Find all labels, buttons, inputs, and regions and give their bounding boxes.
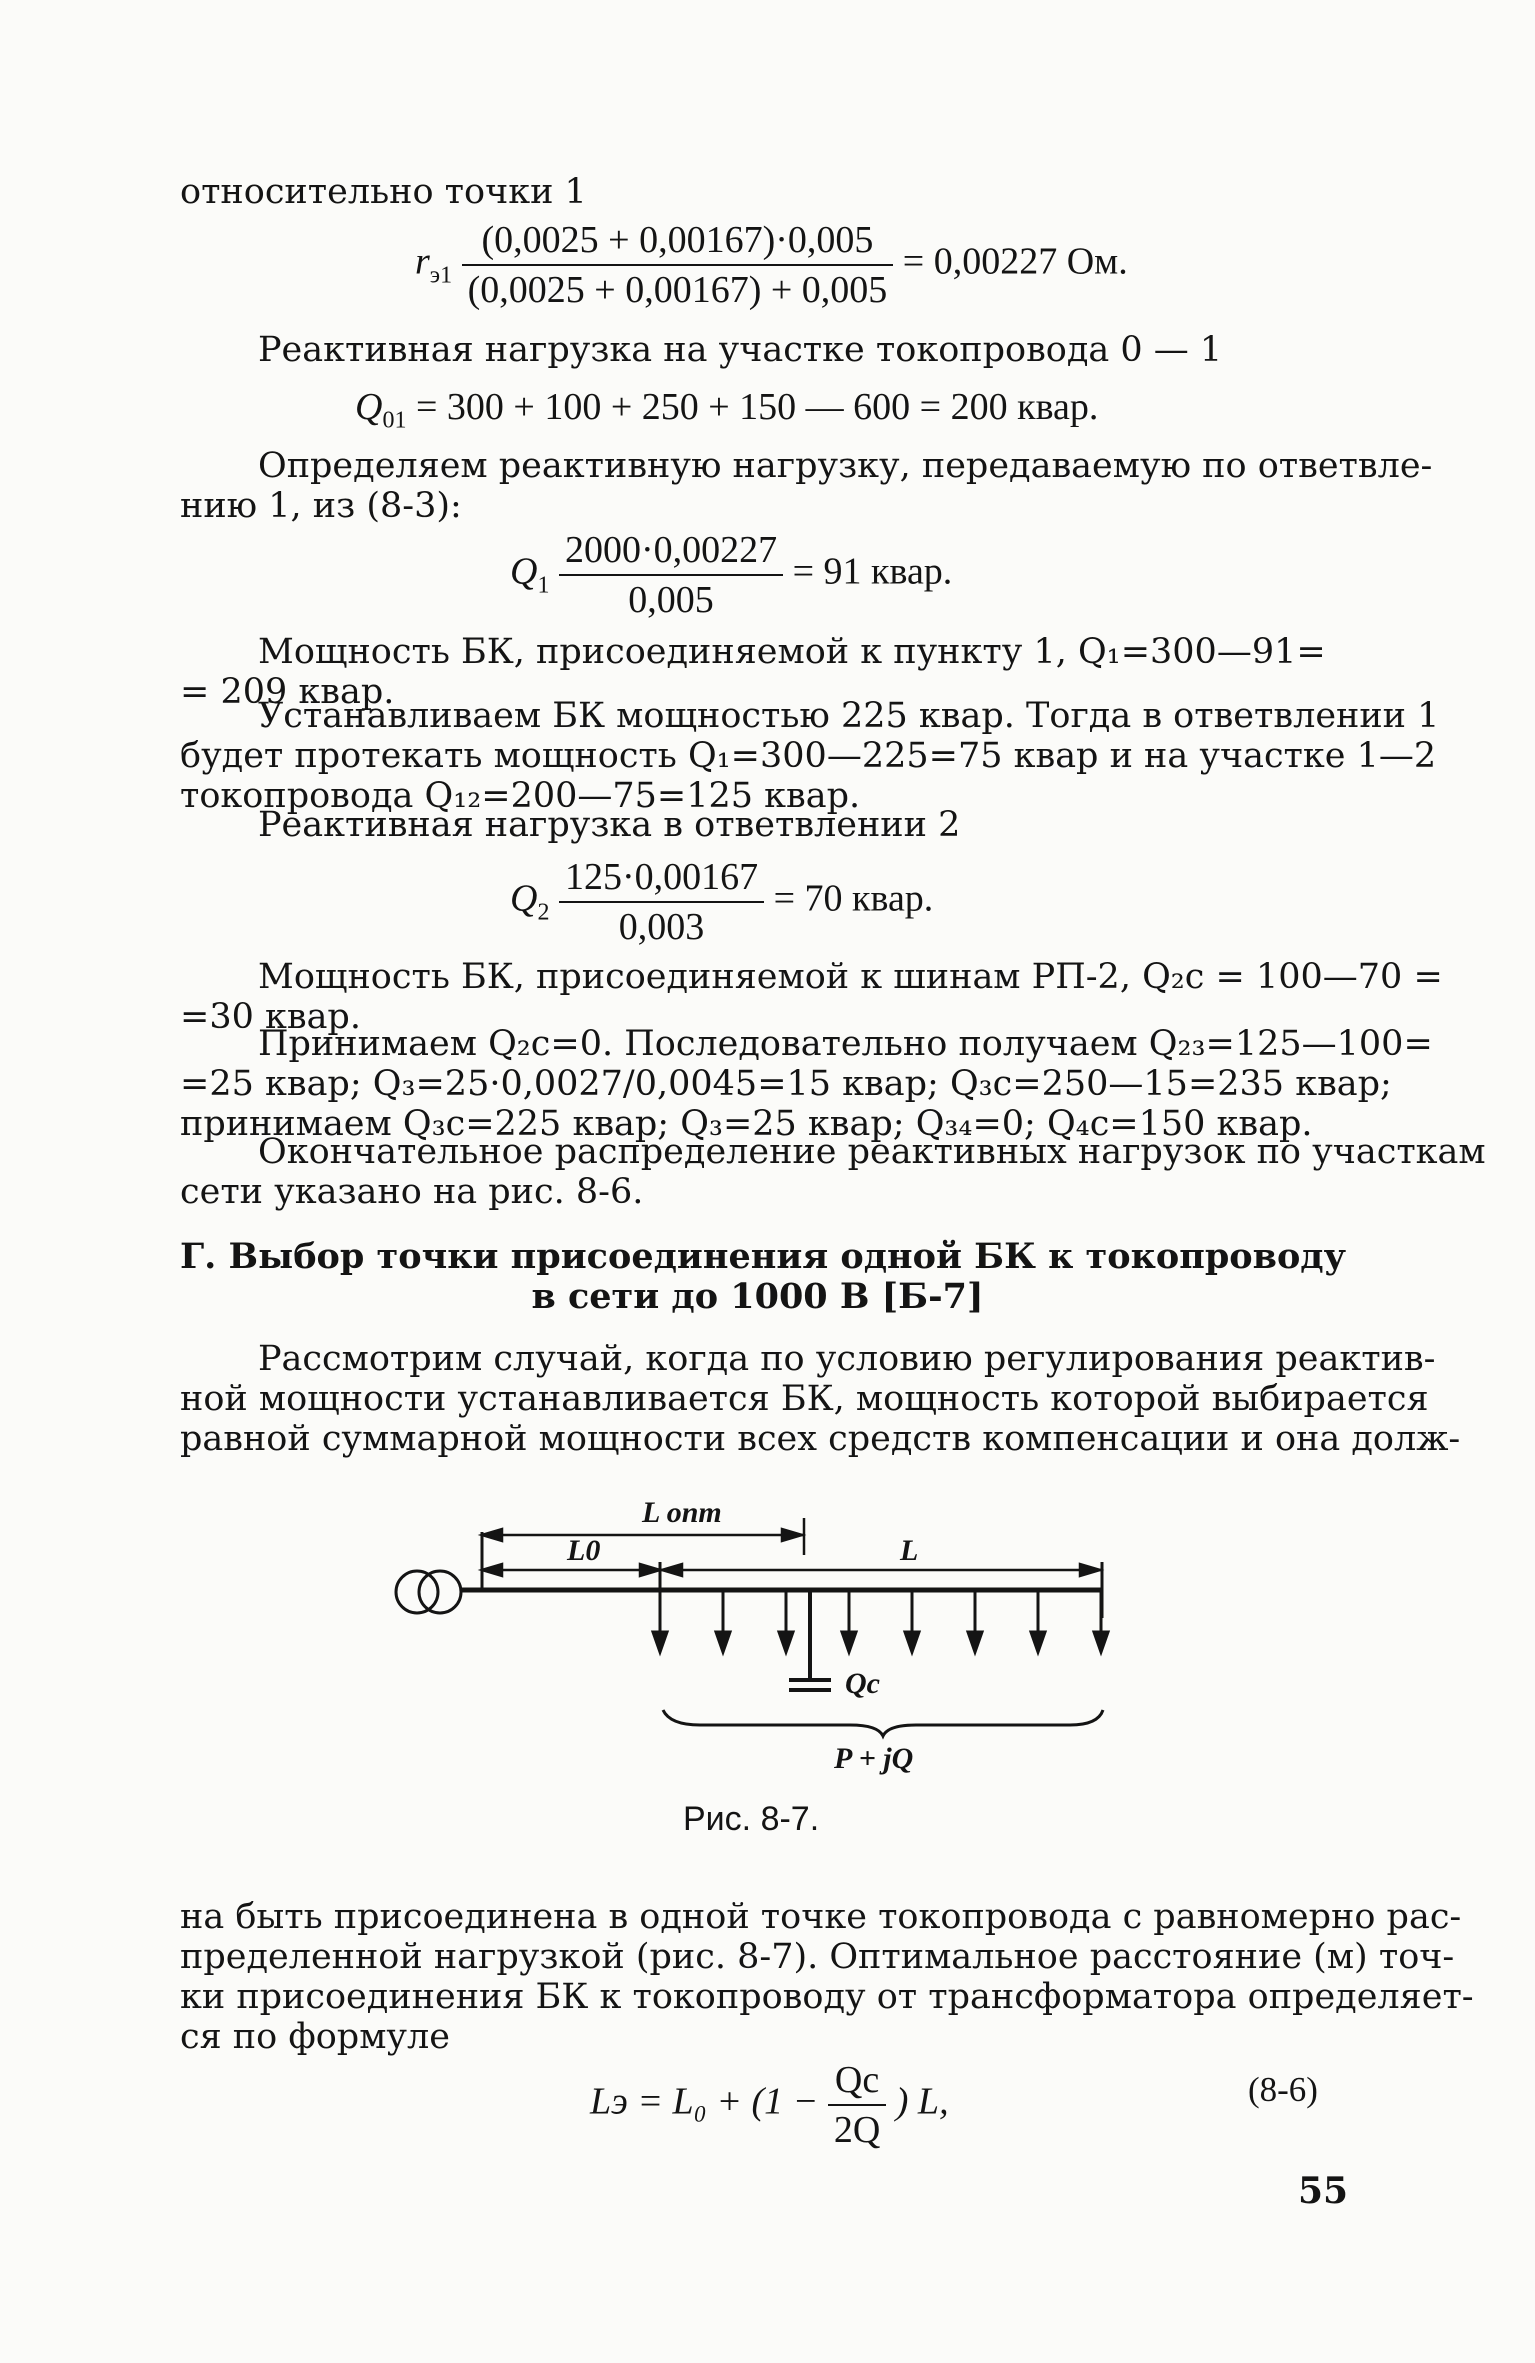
load-arrow bbox=[842, 1590, 856, 1652]
label-pjq: P + jQ bbox=[834, 1742, 914, 1775]
transformer-coil-left bbox=[396, 1571, 438, 1613]
load-arrow bbox=[1094, 1590, 1108, 1652]
equation-q1: $Q_1$ $\frac{2000\cdot 0,00227}{0,005}$ = 91 квар. bbox=[510, 529, 953, 621]
equation-q01: $Q_{01} = 300 + 100 + 250 + 150$ — 600 = 200 квар. bbox=[355, 386, 1099, 434]
equation-q2: $Q_2$ $\frac{125\cdot 0,00167}{0,003}$ = 70 квар. bbox=[510, 856, 934, 948]
paragraph-power2: Мощность БК, присоединяемой к шинам РП-2, Q₂c = 100—70 = =30 квар. bbox=[180, 957, 1443, 1037]
paragraph-power1: Мощность БК, присоединяемой к пункту 1, Q₁=300—91= = 209 квар. bbox=[180, 632, 1326, 712]
equation-8-6: Lэ = L₀ + (1 − $\frac{Qc}{2Q}$ ) L, bbox=[590, 2059, 949, 2151]
intro-text: относительно точки 1 bbox=[180, 172, 587, 212]
paragraph-accept: Принимаем Q₂c=0. Последовательно получаем Q₂₃=125—100= =25 квар; Q₃=25·0,0027/0,0045=15 квар; Q₃c=250—15=235 квар; принимаем Q₃c=225 квар; Q₃=25 квар; Q₃₄=0; Q₄c=150 квар. bbox=[180, 1024, 1433, 1144]
section-heading: Г. Выбор точки присоединения одной БК к токопроводу в сети до 1000 В [Б-7] bbox=[180, 1236, 1347, 1317]
figure-caption: Рис. 8-7. bbox=[683, 1800, 820, 1838]
label-lopt: L опт bbox=[642, 1496, 722, 1529]
label-qc: Qc bbox=[845, 1667, 880, 1700]
load-arrow bbox=[1031, 1590, 1045, 1652]
paragraph-install: Устанавливаем БК мощностью 225 квар. Тогда в ответвлении 1 будет протекать мощность Q₁=300—225=75 квар и на участке 1—2 токопровода Q₁₂=200—75=125 квар. bbox=[180, 696, 1440, 816]
paragraph-determine: Определяем реактивную нагрузку, передаваемую по ответвле- нию 1, из (8-3): bbox=[180, 446, 1433, 526]
load-arrow bbox=[653, 1590, 667, 1652]
transformer-coil-right bbox=[419, 1571, 461, 1613]
load-arrow bbox=[779, 1590, 793, 1652]
paragraph-final: Окончательное распределение реактивных нагрузок по участкам сети указано на рис. 8-6. bbox=[180, 1132, 1486, 1212]
equation-r: $r_{э1}$ $\frac{(0,0025 + 0,00167)\cdot 0,005}{(0,0025 + 0,00167) + 0,005}$ = 0,00227 Ом. bbox=[415, 219, 1128, 311]
label-l0: L0 bbox=[567, 1534, 601, 1567]
load-arrow bbox=[716, 1590, 730, 1652]
load-arrow bbox=[968, 1590, 982, 1652]
capacitor-bank bbox=[789, 1590, 831, 1690]
equation-number: (8-6) bbox=[1248, 2070, 1318, 2109]
paragraph-reactive-2: Реактивная нагрузка в ответвлении 2 bbox=[258, 805, 961, 845]
load-brace bbox=[663, 1710, 1103, 1736]
figure-8-7 bbox=[380, 1470, 1140, 1800]
dimension-l bbox=[660, 1564, 1102, 1576]
paragraph-consider: Рассмотрим случай, когда по условию регулирования реактив- ной мощности устанавливается БК, мощность которой выбирается равной суммарной мощности всех средств компенсации и она долж- bbox=[180, 1339, 1461, 1459]
load-arrow bbox=[905, 1590, 919, 1652]
paragraph-connect: на быть присоединена в одной точке токопровода с равномерно рас- пределенной нагрузкой (рис. 8-7). Оптимальное расстояние (м) точ- ки присоединения БК к токопроводу от трансформатора определяет- ся по формуле bbox=[180, 1897, 1474, 2057]
paragraph-reactive-01: Реактивная нагрузка на участке токопровода 0 — 1 bbox=[258, 330, 1223, 370]
page-number: 55 bbox=[1298, 2170, 1349, 2212]
label-l: L bbox=[900, 1534, 919, 1567]
